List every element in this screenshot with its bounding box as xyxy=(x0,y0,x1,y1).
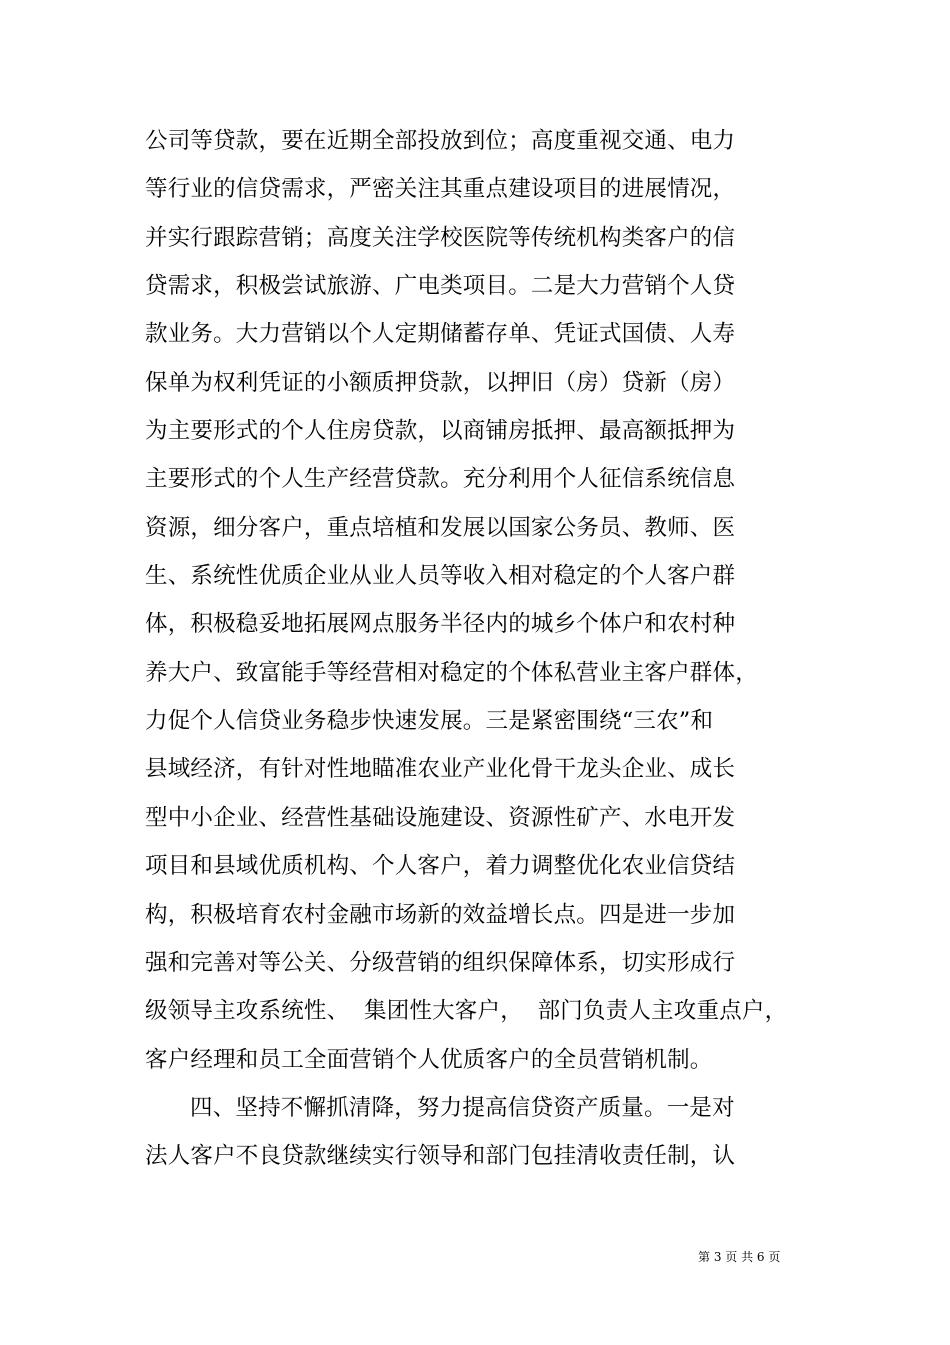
text-line: 强和完善对等公关、分级营销的组织保障体系，切实形成行 xyxy=(145,949,736,976)
text-line: 保单为权利凭证的小额质押贷款，以押旧（房）贷新（房） xyxy=(145,369,736,396)
text-line: 资源，细分客户，重点培植和发展以国家公务员、教师、医 xyxy=(145,514,736,541)
text-line: 公司等贷款，要在近期全部投放到位；高度重视交通、电力 xyxy=(145,128,736,154)
text-line: 体，积极稳妥地拓展网点服务半径内的城乡个体户和农村种 xyxy=(145,611,736,638)
document-body xyxy=(145,121,805,1185)
text-line: 法人客户不良贷款继续实行领导和部门包挂清收责任制，认 xyxy=(145,1143,736,1170)
text-line: 养大户、致富能手等经营相对稳定的个体私营业主客户群体， xyxy=(145,659,758,686)
text-line: 客户经理和员工全面营销个人优质客户的全员营销机制。 xyxy=(145,1046,713,1073)
text-line: 款业务。大力营销以个人定期储蓄存单、凭证式国债、人寿 xyxy=(145,321,736,348)
text-line: 型中小企业、经营性基础设施建设、资源性矿产、水电开发 xyxy=(145,804,736,831)
text-line: 级领导主攻系统性、 集团性大客户， 部门负责人主攻重点户， xyxy=(145,998,788,1025)
text-line: 贷需求，积极尝试旅游、广电类项目。二是大力营销个人贷 xyxy=(145,273,736,300)
text-line: 县域经济，有针对性地瞄准农业产业化骨干龙头企业、成长 xyxy=(145,756,736,783)
text-line: 项目和县域优质机构、个人客户，着力调整优化农业信贷结 xyxy=(145,853,736,880)
text-line: 并实行跟踪营销；高度关注学校医院等传统机构类客户的信 xyxy=(145,224,736,251)
text-line: 力促个人信贷业务稳步快速发展。三是紧密围绕“三农”和 xyxy=(145,708,714,735)
paragraph-start-line: 四、坚持不懈抓清降，努力提高信贷资产质量。一是对 xyxy=(190,1094,735,1121)
text-line: 构，积极培育农村金融市场新的效益增长点。四是进一步加 xyxy=(145,901,736,928)
text-line: 主要形式的个人生产经营贷款。充分利用个人征信系统信息 xyxy=(145,466,736,493)
text-line: 等行业的信贷需求，严密关注其重点建设项目的进展情况， xyxy=(145,176,736,203)
page-number-footer: 第 3 页 共 6 页 xyxy=(698,1250,781,1264)
text-line: 为主要形式的个人住房贷款，以商铺房抵押、最高额抵押为 xyxy=(145,418,736,445)
text-line: 生、系统性优质企业从业人员等收入相对稳定的个人客户群 xyxy=(145,563,736,590)
